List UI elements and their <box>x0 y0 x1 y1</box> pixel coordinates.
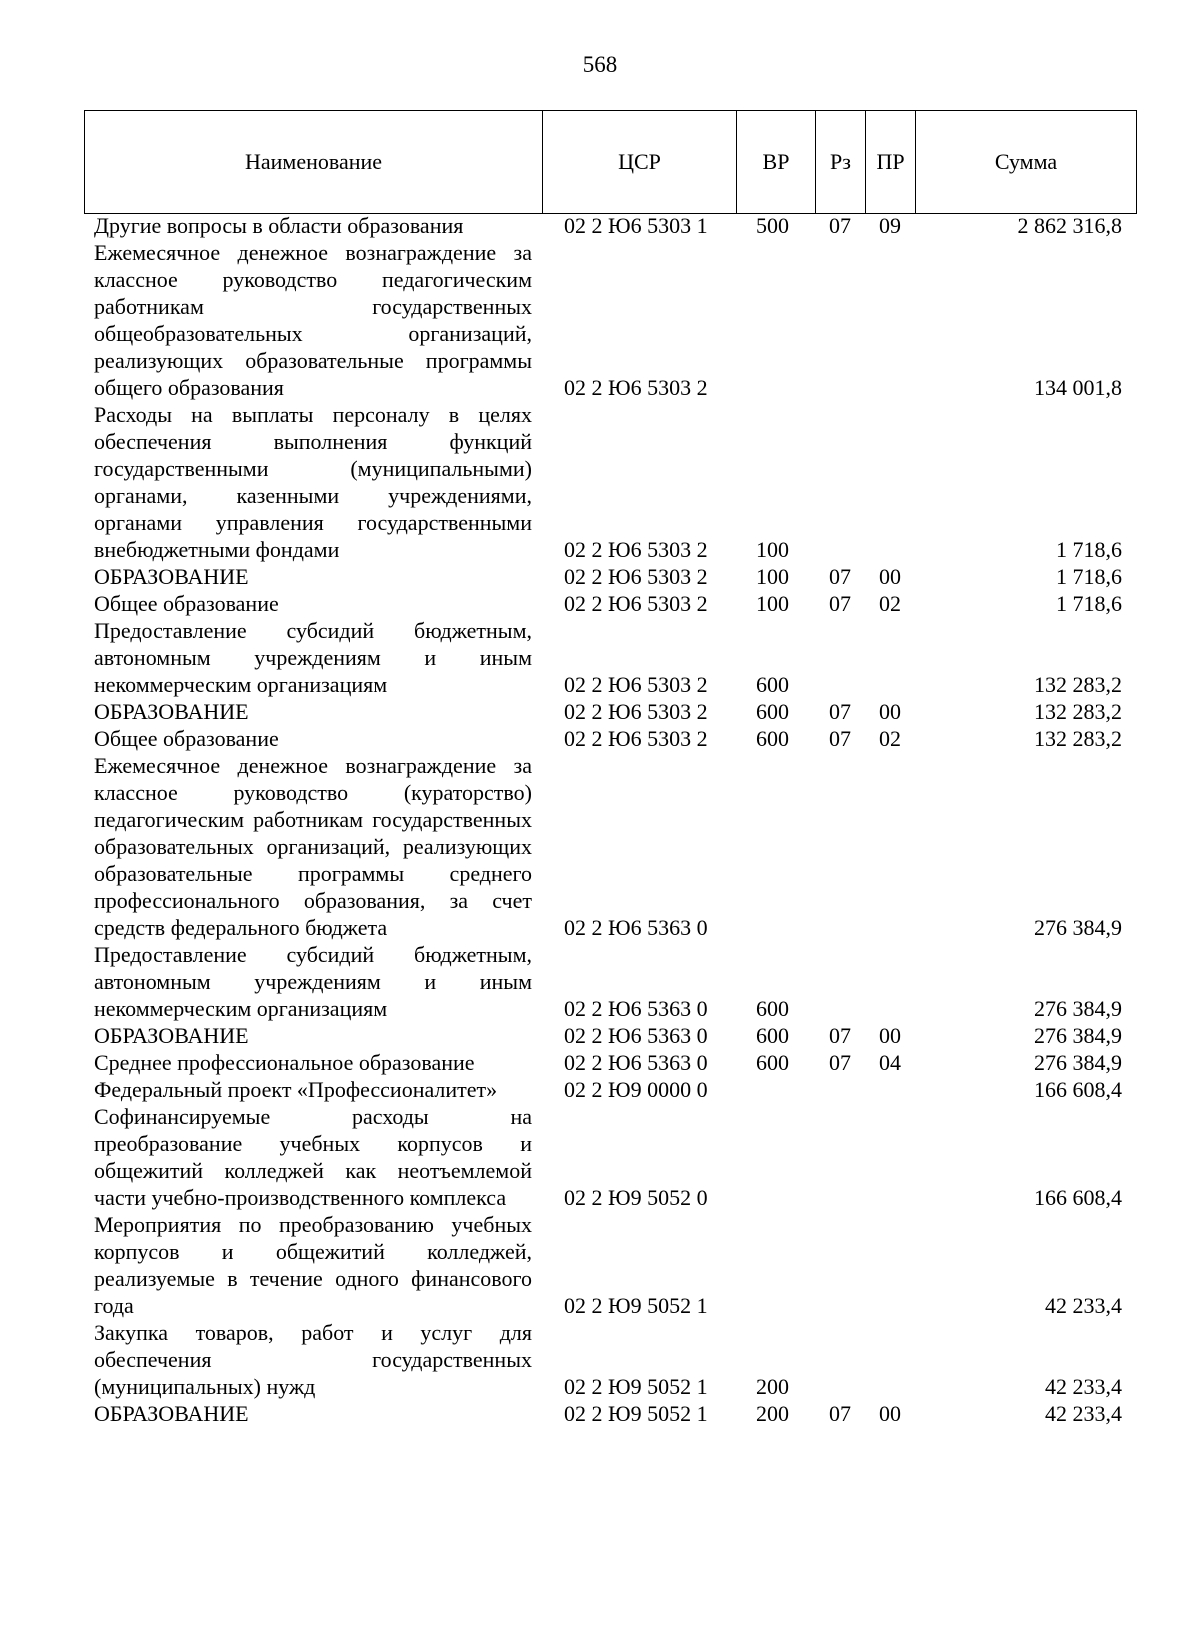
row-sum: 276 384,9 <box>1034 1050 1122 1075</box>
row-sum: 166 608,4 <box>1034 1185 1122 1210</box>
header-pr: ПР <box>866 111 916 214</box>
row-rz <box>815 752 865 941</box>
row-pr <box>865 1211 915 1319</box>
row-vr <box>736 239 815 401</box>
row-csr: 02 2 Ю9 5052 1 <box>564 1293 708 1318</box>
row-pr <box>865 401 915 563</box>
row-sum: 42 233,4 <box>1045 1401 1122 1426</box>
row-csr: 02 2 Ю6 5363 0 <box>564 1023 708 1048</box>
row-sum: 1 718,6 <box>1056 564 1122 589</box>
table-row <box>84 752 1136 941</box>
table-row <box>84 617 1136 698</box>
row-vr <box>736 752 815 941</box>
row-sum: 134 001,8 <box>1034 375 1122 400</box>
row-sum: 132 283,2 <box>1034 672 1122 697</box>
row-name: Расходы на выплаты персоналу в целях обеспечения выполнения функций государственными (муниципальными) органами, казенными учреждениями, органами управления государственными внебюджетными фондами <box>94 402 532 562</box>
row-name: Другие вопросы в области образования <box>94 213 464 238</box>
table-row <box>84 239 1136 401</box>
row-rz <box>815 401 865 563</box>
row-rz: 07 <box>829 1023 851 1048</box>
row-vr: 100 <box>756 591 789 616</box>
row-csr: 02 2 Ю6 5303 2 <box>564 699 708 724</box>
row-pr <box>865 941 915 1022</box>
table-row <box>84 725 1136 752</box>
row-rz: 07 <box>829 726 851 751</box>
row-rz <box>815 1103 865 1211</box>
row-name: Предоставление субсидий бюджетным, автономным учреждениям и иным некоммерческим организациям <box>94 618 532 697</box>
row-pr <box>865 1076 915 1103</box>
row-name: Среднее профессиональное образование <box>94 1050 475 1075</box>
row-sum: 1 718,6 <box>1056 591 1122 616</box>
page-number: 568 <box>582 52 618 77</box>
row-sum: 42 233,4 <box>1045 1293 1122 1318</box>
row-sum: 2 862 316,8 <box>1017 213 1122 238</box>
row-sum: 276 384,9 <box>1034 996 1122 1021</box>
row-rz <box>815 941 865 1022</box>
table-header <box>84 110 1137 214</box>
table-row <box>84 1103 1136 1211</box>
row-sum: 166 608,4 <box>1034 1077 1122 1102</box>
table-row <box>84 1400 1136 1427</box>
row-pr: 04 <box>879 1050 901 1075</box>
row-rz: 07 <box>829 564 851 589</box>
row-name: Мероприятия по преобразованию учебных корпусов и общежитий колледжей, реализуемые в течение одного финансового года <box>94 1212 532 1318</box>
row-pr: 09 <box>879 213 901 238</box>
row-name: Закупка товаров, работ и услуг для обеспечения государственных (муниципальных) нужд <box>94 1320 532 1399</box>
table-row <box>84 1022 1136 1049</box>
row-name: Федеральный проект «Профессионалитет» <box>94 1077 498 1102</box>
row-name: ОБРАЗОВАНИЕ <box>94 699 249 724</box>
row-rz: 07 <box>829 213 851 238</box>
row-sum: 132 283,2 <box>1034 726 1122 751</box>
row-csr: 02 2 Ю9 5052 0 <box>564 1185 708 1210</box>
table-row <box>84 1319 1136 1400</box>
row-vr: 600 <box>756 1050 789 1075</box>
row-sum: 1 718,6 <box>1056 537 1122 562</box>
row-csr: 02 2 Ю9 0000 0 <box>564 1077 708 1102</box>
row-vr <box>736 1076 815 1103</box>
row-csr: 02 2 Ю9 5052 1 <box>564 1374 708 1399</box>
row-name: ОБРАЗОВАНИЕ <box>94 1401 249 1426</box>
table-row <box>84 698 1136 725</box>
row-vr: 600 <box>756 1023 789 1048</box>
row-pr: 00 <box>879 699 901 724</box>
row-rz <box>815 1211 865 1319</box>
row-rz <box>815 617 865 698</box>
row-pr <box>865 239 915 401</box>
row-vr: 500 <box>756 213 789 238</box>
table-row <box>84 590 1136 617</box>
row-csr: 02 2 Ю6 5303 2 <box>564 726 708 751</box>
row-pr <box>865 752 915 941</box>
row-name: Софинансируемые расходы на преобразование учебных корпусов и общежитий колледжей как неотъемлемой части учебно-производственного комплекса <box>94 1104 532 1210</box>
row-name: Предоставление субсидий бюджетным, автономным учреждениям и иным некоммерческим организациям <box>94 942 532 1021</box>
table-row <box>84 941 1136 1022</box>
row-sum: 276 384,9 <box>1034 1023 1122 1048</box>
header-sum: Сумма <box>916 111 1137 214</box>
row-pr: 02 <box>879 726 901 751</box>
row-vr: 600 <box>756 996 789 1021</box>
row-name: Ежемесячное денежное вознаграждение за классное руководство (кураторство) педагогическим работникам государственных образовательных организаций, реализующих образовательные программы среднего профессионального образования, за счет средств федерального бюджета <box>94 753 532 940</box>
table-row <box>84 401 1136 563</box>
row-rz <box>815 1076 865 1103</box>
row-sum: 276 384,9 <box>1034 915 1122 940</box>
row-rz: 07 <box>829 1401 851 1426</box>
header-rz: Рз <box>816 111 866 214</box>
row-vr <box>736 1103 815 1211</box>
row-pr <box>865 1319 915 1400</box>
row-pr <box>865 1103 915 1211</box>
table-body <box>84 212 1136 1427</box>
row-sum: 132 283,2 <box>1034 699 1122 724</box>
row-name: ОБРАЗОВАНИЕ <box>94 564 249 589</box>
row-csr: 02 2 Ю6 5303 2 <box>564 591 708 616</box>
table-row <box>84 1076 1136 1103</box>
row-vr: 100 <box>756 537 789 562</box>
header-csr: ЦСР <box>543 111 737 214</box>
row-pr: 00 <box>879 564 901 589</box>
row-csr: 02 2 Ю6 5303 1 <box>564 213 708 238</box>
table-row <box>84 1049 1136 1076</box>
row-vr: 600 <box>756 699 789 724</box>
table-row <box>84 563 1136 590</box>
row-rz: 07 <box>829 1050 851 1075</box>
row-csr: 02 2 Ю6 5303 2 <box>564 672 708 697</box>
row-vr <box>736 1211 815 1319</box>
row-rz: 07 <box>829 591 851 616</box>
row-rz <box>815 239 865 401</box>
row-rz <box>815 1319 865 1400</box>
row-name: Общее образование <box>94 726 279 751</box>
row-csr: 02 2 Ю6 5303 2 <box>564 537 708 562</box>
budget-table <box>84 212 1136 1427</box>
row-csr: 02 2 Ю6 5363 0 <box>564 996 708 1021</box>
row-name: ОБРАЗОВАНИЕ <box>94 1023 249 1048</box>
row-vr: 100 <box>756 564 789 589</box>
row-csr: 02 2 Ю9 5052 1 <box>564 1401 708 1426</box>
row-csr: 02 2 Ю6 5303 2 <box>564 564 708 589</box>
row-pr: 00 <box>879 1023 901 1048</box>
row-vr: 200 <box>756 1401 789 1426</box>
row-pr <box>865 617 915 698</box>
header-name: Наименование <box>85 111 543 214</box>
row-name: Общее образование <box>94 591 279 616</box>
row-rz: 07 <box>829 699 851 724</box>
row-vr: 600 <box>756 726 789 751</box>
row-pr: 02 <box>879 591 901 616</box>
row-vr: 200 <box>756 1374 789 1399</box>
row-csr: 02 2 Ю6 5363 0 <box>564 1050 708 1075</box>
table-row <box>84 212 1136 239</box>
table-row <box>84 1211 1136 1319</box>
row-vr: 600 <box>756 672 789 697</box>
row-pr: 00 <box>879 1401 901 1426</box>
row-csr: 02 2 Ю6 5303 2 <box>564 375 708 400</box>
row-name: Ежемесячное денежное вознаграждение за классное руководство педагогическим работникам государственных общеобразовательных организаций, реализующих образовательные программы общего образования <box>94 240 532 400</box>
row-sum: 42 233,4 <box>1045 1374 1122 1399</box>
row-csr: 02 2 Ю6 5363 0 <box>564 915 708 940</box>
header-vr: ВР <box>737 111 816 214</box>
